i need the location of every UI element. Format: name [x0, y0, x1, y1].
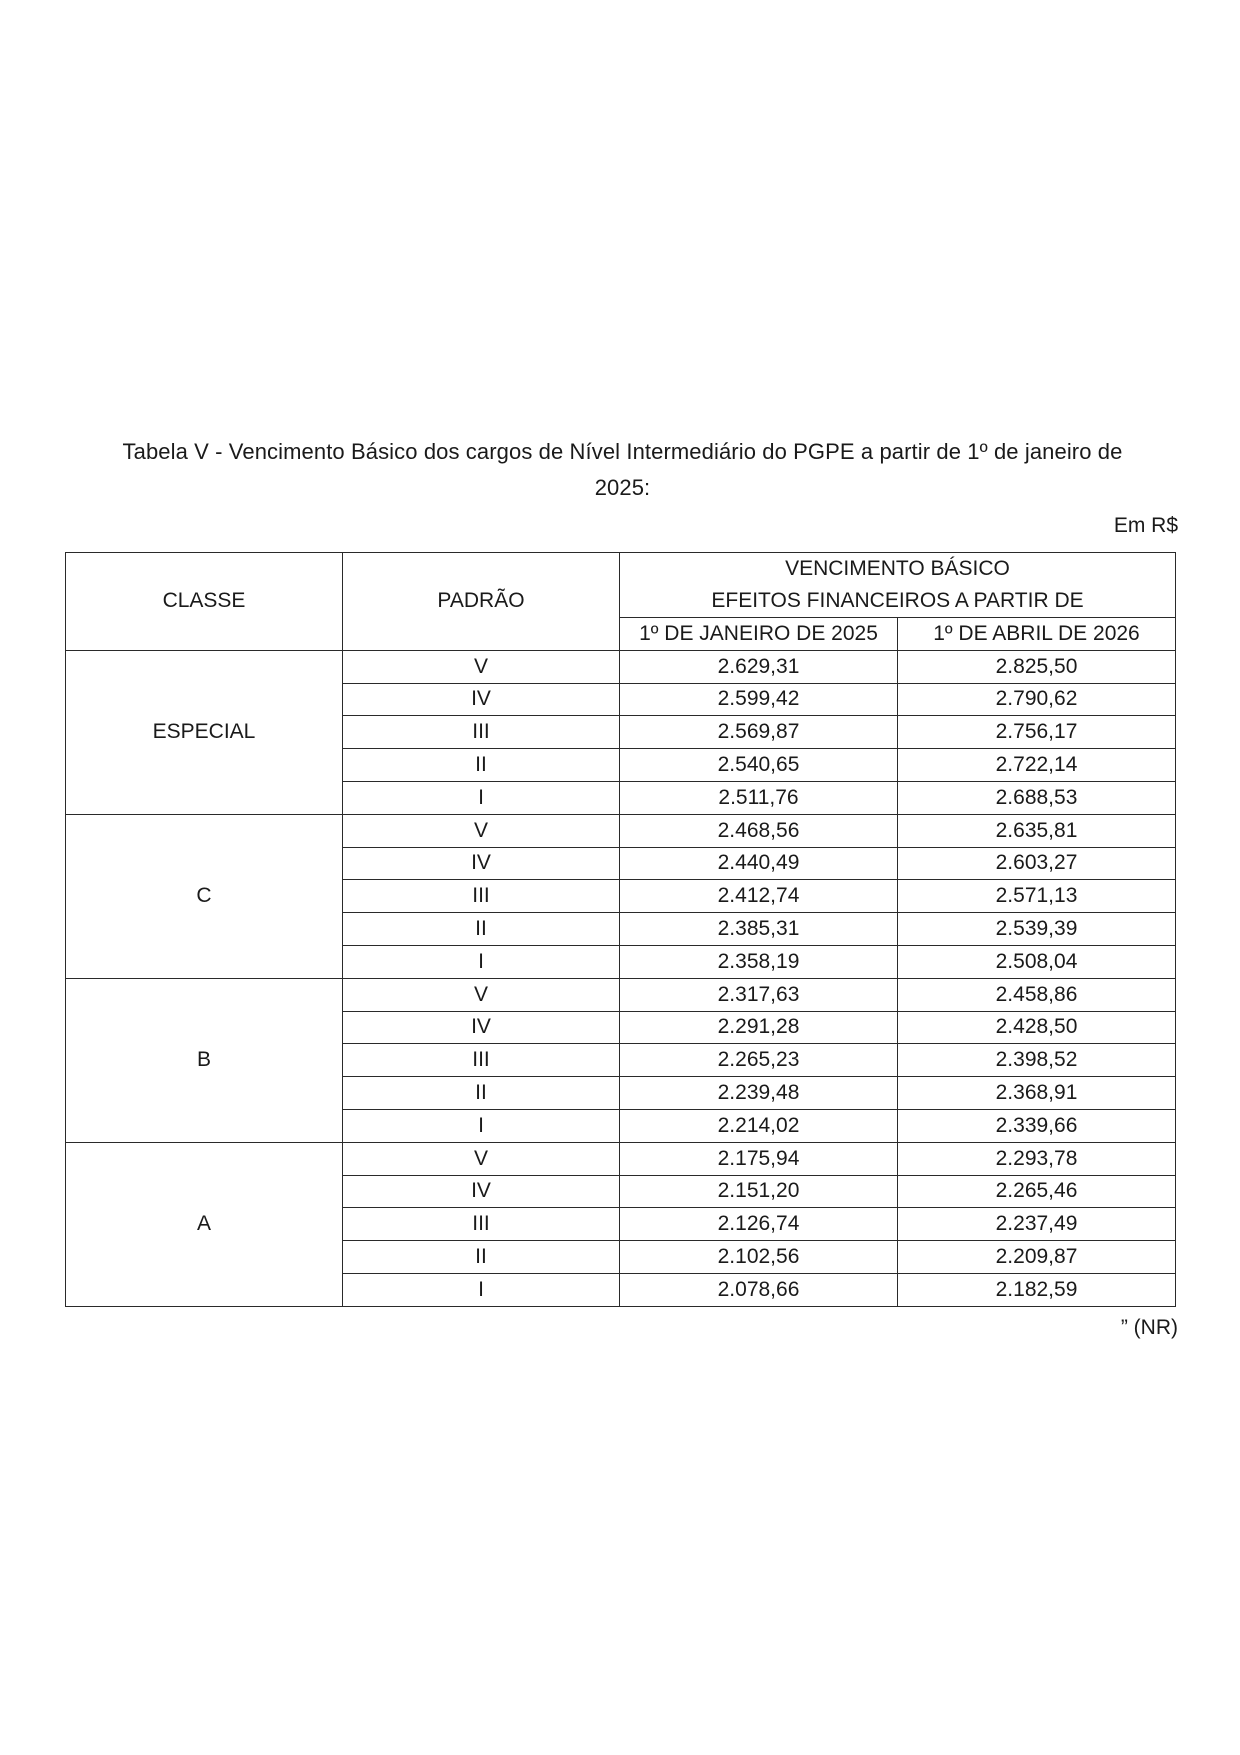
table-row — [66, 650, 1176, 683]
value-2025-cell: 2.102,56 — [620, 1241, 898, 1274]
value-2025-cell: 2.239,48 — [620, 1077, 898, 1110]
padrao-cell: II — [343, 1241, 620, 1274]
value-2025-cell: 2.358,19 — [620, 945, 898, 978]
value-2025-cell: 2.317,63 — [620, 978, 898, 1011]
value-2026-cell: 2.209,87 — [898, 1241, 1176, 1274]
header-col-2025: 1º DE JANEIRO DE 2025 — [620, 618, 898, 651]
padrao-cell: II — [343, 1077, 620, 1110]
header-group-line1: VENCIMENTO BÁSICO — [785, 557, 1010, 580]
value-2026-cell: 2.398,52 — [898, 1044, 1176, 1077]
header-group-line2: EFEITOS FINANCEIROS A PARTIR DE — [711, 589, 1084, 612]
value-2026-cell: 2.182,59 — [898, 1273, 1176, 1306]
header-col-2026: 1º DE ABRIL DE 2026 — [898, 618, 1176, 651]
value-2025-cell: 2.540,65 — [620, 749, 898, 782]
salary-table — [65, 552, 1176, 1307]
table-row — [66, 1142, 1176, 1175]
header-padrao: PADRÃO — [343, 553, 620, 651]
value-2026-cell: 2.293,78 — [898, 1142, 1176, 1175]
table-row — [66, 978, 1176, 1011]
value-2025-cell: 2.385,31 — [620, 913, 898, 946]
header-classe: CLASSE — [66, 553, 343, 651]
table-title-line1: Tabela V - Vencimento Básico dos cargos de Nível Intermediário do PGPE a partir de 1º de janeiro de — [122, 439, 1123, 464]
value-2026-cell: 2.603,27 — [898, 847, 1176, 880]
value-2026-cell: 2.339,66 — [898, 1109, 1176, 1142]
padrao-cell: I — [343, 781, 620, 814]
value-2026-cell: 2.265,46 — [898, 1175, 1176, 1208]
padrao-cell: IV — [343, 1175, 620, 1208]
salary-table-body — [66, 650, 1176, 1306]
padrao-cell: II — [343, 913, 620, 946]
value-2026-cell: 2.539,39 — [898, 913, 1176, 946]
padrao-cell: III — [343, 1044, 620, 1077]
currency-unit-label: Em R$ — [1113, 514, 1178, 537]
padrao-cell: I — [343, 945, 620, 978]
padrao-cell: IV — [343, 1011, 620, 1044]
table-row — [66, 814, 1176, 847]
padrao-cell: V — [343, 1142, 620, 1175]
footer-note: ” (NR) — [1120, 1316, 1178, 1339]
value-2025-cell: 2.440,49 — [620, 847, 898, 880]
table-title-line2: 2025: — [594, 475, 651, 500]
classe-cell: A — [66, 1142, 343, 1306]
value-2026-cell: 2.428,50 — [898, 1011, 1176, 1044]
value-2026-cell: 2.722,14 — [898, 749, 1176, 782]
value-2026-cell: 2.688,53 — [898, 781, 1176, 814]
padrao-cell: III — [343, 880, 620, 913]
value-2025-cell: 2.629,31 — [620, 650, 898, 683]
padrao-cell: V — [343, 978, 620, 1011]
value-2026-cell: 2.790,62 — [898, 683, 1176, 716]
value-2025-cell: 2.468,56 — [620, 814, 898, 847]
value-2025-cell: 2.511,76 — [620, 781, 898, 814]
value-2025-cell: 2.175,94 — [620, 1142, 898, 1175]
classe-cell: ESPECIAL — [66, 650, 343, 814]
padrao-cell: IV — [343, 683, 620, 716]
value-2026-cell: 2.756,17 — [898, 716, 1176, 749]
value-2025-cell: 2.265,23 — [620, 1044, 898, 1077]
padrao-cell: IV — [343, 847, 620, 880]
classe-cell: B — [66, 978, 343, 1142]
classe-cell: C — [66, 814, 343, 978]
padrao-cell: V — [343, 814, 620, 847]
value-2025-cell: 2.214,02 — [620, 1109, 898, 1142]
value-2025-cell: 2.569,87 — [620, 716, 898, 749]
padrao-cell: III — [343, 716, 620, 749]
value-2026-cell: 2.508,04 — [898, 945, 1176, 978]
value-2026-cell: 2.458,86 — [898, 978, 1176, 1011]
value-2025-cell: 2.078,66 — [620, 1273, 898, 1306]
padrao-cell: V — [343, 650, 620, 683]
padrao-cell: I — [343, 1109, 620, 1142]
value-2026-cell: 2.368,91 — [898, 1077, 1176, 1110]
header-vencimento-basico — [620, 553, 1176, 618]
value-2025-cell: 2.291,28 — [620, 1011, 898, 1044]
value-2025-cell: 2.151,20 — [620, 1175, 898, 1208]
padrao-cell: III — [343, 1208, 620, 1241]
table-title — [80, 434, 1165, 506]
value-2026-cell: 2.635,81 — [898, 814, 1176, 847]
value-2026-cell: 2.571,13 — [898, 880, 1176, 913]
value-2026-cell: 2.237,49 — [898, 1208, 1176, 1241]
padrao-cell: I — [343, 1273, 620, 1306]
value-2025-cell: 2.126,74 — [620, 1208, 898, 1241]
padrao-cell: II — [343, 749, 620, 782]
salary-table-header — [66, 553, 1176, 651]
value-2025-cell: 2.599,42 — [620, 683, 898, 716]
value-2026-cell: 2.825,50 — [898, 650, 1176, 683]
value-2025-cell: 2.412,74 — [620, 880, 898, 913]
